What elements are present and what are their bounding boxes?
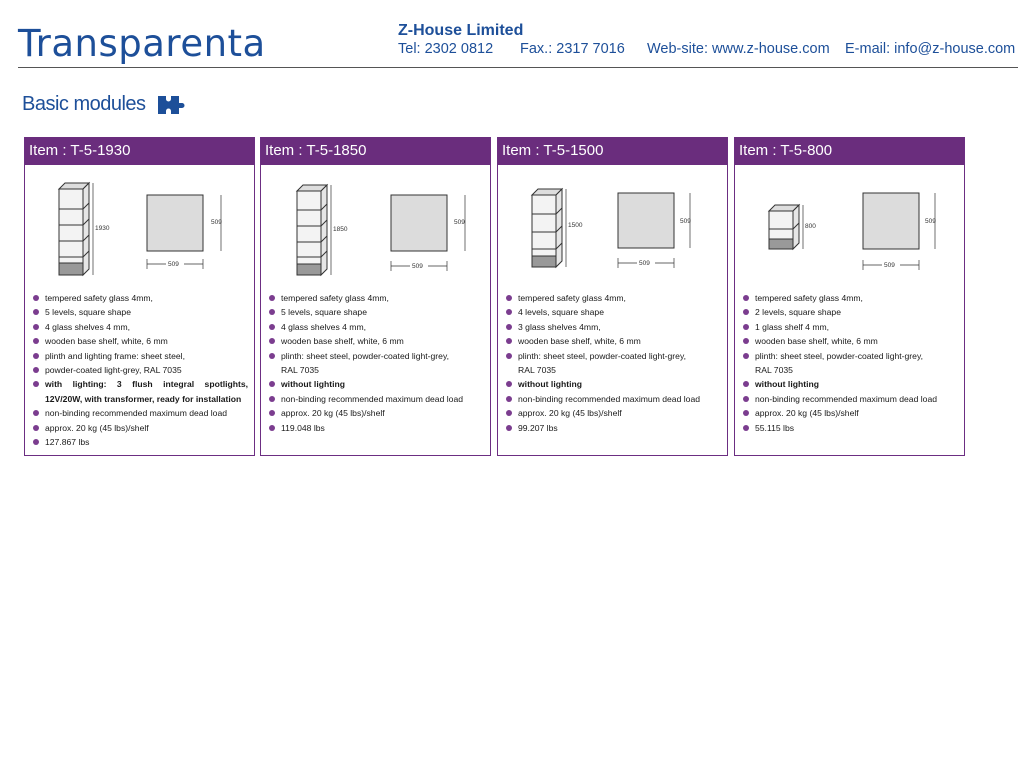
- spec-item: non-binding recommended maximum dead load: [269, 392, 484, 406]
- fax: Fax.: 2317 7016: [520, 41, 625, 57]
- spec-item: 99.207 lbs: [506, 421, 721, 435]
- website-link[interactable]: Web-site: www.z-house.com: [647, 41, 830, 57]
- email-link[interactable]: E-mail: info@z-house.com: [845, 41, 1016, 57]
- spec-item: plinth: sheet steel, powder-coated light-grey,: [743, 349, 958, 363]
- spec-list: [735, 291, 964, 435]
- top-view-square: [147, 195, 203, 251]
- spec-list: [25, 291, 254, 449]
- spec-item: non-binding recommended maximum dead load: [743, 392, 958, 406]
- card-title: Item : T-5-1500: [498, 137, 727, 165]
- product-drawing: [25, 165, 254, 291]
- shelf-unit-drawing: [769, 205, 799, 249]
- width-dimension: 509: [639, 260, 650, 267]
- contact-line: [398, 41, 1015, 57]
- spec-item: non-binding recommended maximum dead load: [33, 406, 248, 420]
- spec-item: wooden base shelf, white, 6 mm: [743, 334, 958, 348]
- card-title: Item : T-5-800: [735, 137, 964, 165]
- product-card-t-5-1930: [24, 137, 255, 456]
- top-view-square: [391, 195, 447, 251]
- depth-dimension: 509: [454, 219, 465, 226]
- spec-item: 4 levels, square shape: [506, 305, 721, 319]
- shelf-unit-drawing: [532, 189, 562, 267]
- spec-item: 3 glass shelves 4mm,: [506, 320, 721, 334]
- height-dimension: 1500: [568, 222, 583, 229]
- spec-item: approx. 20 kg (45 lbs)/shelf: [506, 406, 721, 420]
- product-card-t-5-1850: [260, 137, 491, 456]
- height-dimension: 1930: [95, 225, 110, 232]
- product-card-t-5-800: [734, 137, 965, 456]
- product-drawing: [498, 165, 727, 291]
- depth-dimension: 509: [211, 219, 222, 226]
- spec-item: approx. 20 kg (45 lbs)/shelf: [743, 406, 958, 420]
- spec-item: 4 glass shelves 4 mm,: [33, 320, 248, 334]
- spec-item: 127.867 lbs: [33, 435, 248, 449]
- spec-item-lighting-cont: 12V/20W, with transformer, ready for installation: [45, 393, 242, 404]
- spec-item: tempered safety glass 4mm,: [506, 291, 721, 305]
- header-divider: [18, 67, 1018, 68]
- spec-item: non-binding recommended maximum dead load: [506, 392, 721, 406]
- spec-item: tempered safety glass 4mm,: [743, 291, 958, 305]
- depth-dimension: 509: [925, 218, 936, 225]
- spec-item: tempered safety glass 4mm,: [269, 291, 484, 305]
- spec-item-lighting: without lighting: [743, 377, 958, 391]
- spec-item: plinth: sheet steel, powder-coated light-grey,: [269, 349, 484, 363]
- width-dimension: 509: [168, 261, 179, 268]
- spec-item-cont: RAL 7035: [281, 365, 319, 376]
- spec-item: plinth and lighting frame: sheet steel,: [33, 349, 248, 363]
- product-card-t-5-1500: [497, 137, 728, 456]
- product-drawing: [735, 165, 964, 291]
- spec-item: approx. 20 kg (45 lbs)/shelf: [269, 406, 484, 420]
- spec-item: 4 glass shelves 4 mm,: [269, 320, 484, 334]
- spec-item: approx. 20 kg (45 lbs)/shelf: [33, 421, 248, 435]
- spec-item-lighting: without lighting: [269, 377, 484, 391]
- telephone: Tel: 2302 0812: [398, 41, 494, 57]
- top-view-square: [863, 193, 919, 249]
- spec-item-lighting: with lighting: 3 flush integral spotlights,: [33, 377, 248, 391]
- spec-item-lighting: without lighting: [506, 377, 721, 391]
- spec-item: wooden base shelf, white, 6 mm: [506, 334, 721, 348]
- spec-list: [261, 291, 490, 435]
- spec-item: wooden base shelf, white, 6 mm: [269, 334, 484, 348]
- spec-item: 119.048 lbs: [269, 421, 484, 435]
- product-drawing: [261, 165, 490, 291]
- card-title: Item : T-5-1850: [261, 137, 490, 165]
- spec-item: 55.115 lbs: [743, 421, 958, 435]
- depth-dimension: 509: [680, 218, 691, 225]
- puzzle-icon: [157, 93, 187, 115]
- card-title: Item : T-5-1930: [25, 137, 254, 165]
- section-title: Basic modules: [22, 93, 146, 115]
- height-dimension: 1850: [333, 226, 348, 233]
- spec-item: 2 levels, square shape: [743, 305, 958, 319]
- spec-item: plinth: sheet steel, powder-coated light-grey,: [506, 349, 721, 363]
- height-dimension: 800: [805, 223, 816, 230]
- spec-list: [498, 291, 727, 435]
- width-dimension: 509: [412, 263, 423, 270]
- spec-item: powder-coated light-grey, RAL 7035: [33, 363, 248, 377]
- spec-item-cont: RAL 7035: [518, 365, 556, 376]
- shelf-unit-drawing: [297, 185, 327, 275]
- spec-item: 5 levels, square shape: [33, 305, 248, 319]
- spec-item-cont: RAL 7035: [755, 365, 793, 376]
- shelf-unit-drawing: [59, 183, 89, 275]
- spec-item: 5 levels, square shape: [269, 305, 484, 319]
- spec-item: wooden base shelf, white, 6 mm: [33, 334, 248, 348]
- brand-logo-text: Transparenta: [18, 22, 266, 65]
- company-name: Z-House Limited: [398, 22, 524, 39]
- width-dimension: 509: [884, 262, 895, 269]
- top-view-square: [618, 193, 674, 248]
- spec-item: tempered safety glass 4mm,: [33, 291, 248, 305]
- spec-item: 1 glass shelf 4 mm,: [743, 320, 958, 334]
